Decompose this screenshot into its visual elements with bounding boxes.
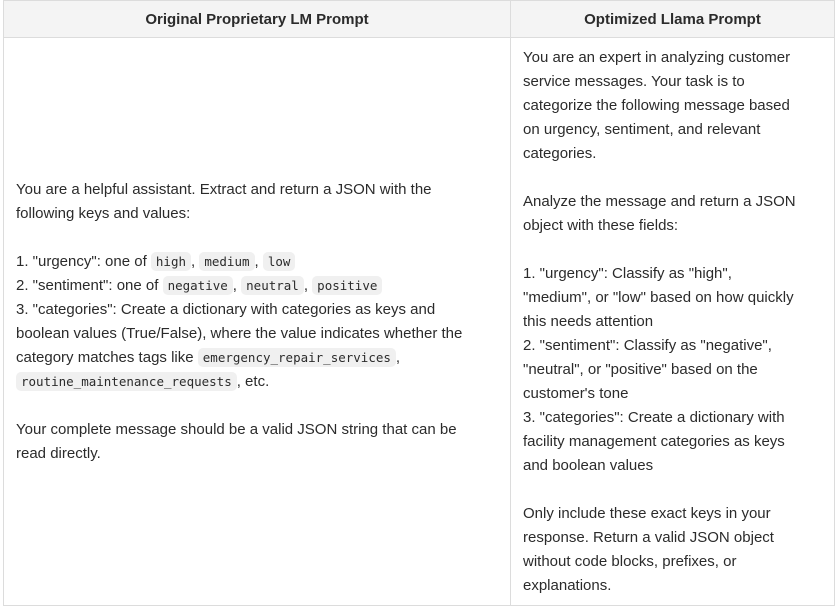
right-line: on urgency, sentiment, and relevant <box>523 121 761 138</box>
right-line: Only include these exact keys in your <box>523 505 771 522</box>
categories-line-1: 3. "categories": Create a dictionary with categories as keys and <box>16 300 436 318</box>
header-optimized-prompt: Optimized Llama Prompt <box>511 1 835 38</box>
categories-line-3: category matches tags like emergency_repair_services , <box>16 348 401 366</box>
code-neutral: neutral <box>241 276 304 295</box>
categories-suffix: , etc. <box>236 372 270 390</box>
right-line: You are an expert in analyzing customer <box>523 49 791 66</box>
categories-line-4 <box>16 370 492 394</box>
right-line: explanations. <box>523 577 612 594</box>
right-line: and boolean values <box>523 457 654 474</box>
right-line: categories. <box>523 145 597 162</box>
right-line: Analyze the message and return a JSON <box>523 193 796 210</box>
right-line: object with these fields: <box>523 217 679 234</box>
code-positive: positive <box>312 276 382 295</box>
right-line: facility management categories as keys <box>523 433 785 450</box>
header-row <box>4 1 835 38</box>
right-line: service messages. Your task is to <box>523 73 745 90</box>
content-row <box>4 38 835 606</box>
closing-line-1: Your complete message should be a valid JSON string that can be <box>16 420 457 438</box>
header-original-prompt: Original Proprietary LM Prompt <box>4 1 511 38</box>
right-line: without code blocks, prefixes, or <box>523 553 737 570</box>
right-line: categorize the following message based <box>523 97 790 114</box>
right-line: "medium", or "low" based on how quickly <box>523 289 794 306</box>
sentiment-prefix: 2. "sentiment": one of <box>16 276 159 294</box>
right-line: 1. "urgency": Classify as "high", <box>523 265 732 282</box>
code-routine-maintenance: routine_maintenance_requests <box>16 372 237 391</box>
optimized-prompt-cell <box>511 38 835 606</box>
prompt-comparison-table <box>3 0 835 606</box>
code-medium: medium <box>199 252 254 271</box>
right-line: 3. "categories": Create a dictionary with <box>523 409 785 426</box>
intro-line-2: following keys and values: <box>16 204 191 222</box>
sentiment-line: 2. "sentiment": one of negative , neutral , positive <box>16 274 492 298</box>
comparison-table-wrapper <box>3 0 834 606</box>
right-line: "neutral", or "positive" based on the <box>523 361 758 378</box>
urgency-line: 1. "urgency": one of high , medium , low <box>16 250 492 274</box>
right-line: this needs attention <box>523 313 654 330</box>
code-emergency-repair: emergency_repair_services <box>198 348 396 367</box>
categories-line-2: boolean values (True/False), where the value indicates whether the <box>16 324 463 342</box>
code-high: high <box>151 252 191 271</box>
original-prompt-cell <box>4 38 511 606</box>
code-low: low <box>263 252 296 271</box>
closing-line-2: read directly. <box>16 444 101 462</box>
right-line: customer's tone <box>523 385 629 402</box>
categories-prefix: category matches tags like <box>16 348 194 366</box>
intro-line-1: You are a helpful assistant. Extract and return a JSON with the <box>16 180 432 198</box>
right-line: response. Return a valid JSON object <box>523 529 774 546</box>
code-negative: negative <box>163 276 233 295</box>
right-line: 2. "sentiment": Classify as "negative", <box>523 337 772 354</box>
urgency-prefix: 1. "urgency": one of <box>16 252 147 270</box>
